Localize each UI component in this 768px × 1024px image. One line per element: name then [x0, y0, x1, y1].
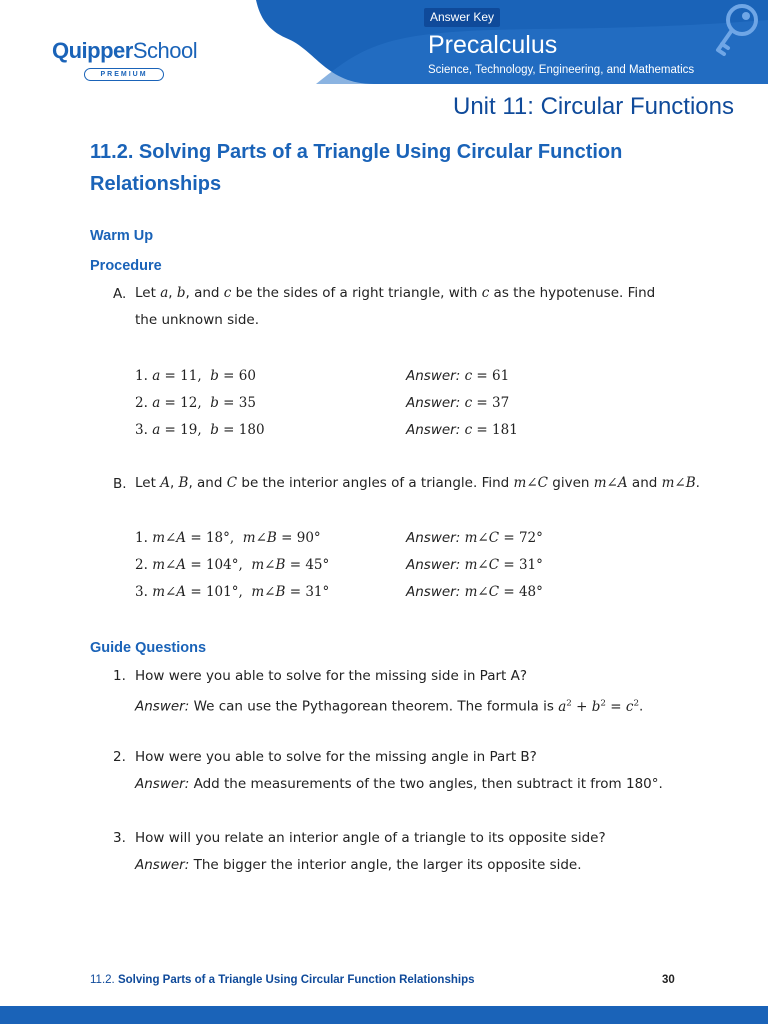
- answer-value: 61: [492, 368, 510, 384]
- value-b: 180: [238, 422, 265, 438]
- footer-section-label: [90, 974, 475, 986]
- part-b-item-1: 1. m∠A = 18°, m∠B = 90°: [135, 530, 321, 546]
- answer-label: Answer:: [406, 584, 461, 600]
- item-number: 3.: [135, 584, 148, 600]
- part-b-item-2: 2. m∠A = 104°, m∠B = 45°: [135, 557, 330, 573]
- part-a-marker: A.: [113, 286, 127, 302]
- answer-label: Answer:: [406, 368, 461, 384]
- answer-text: The bigger the interior angle, the larger its opposite side.: [189, 857, 582, 873]
- item-number: 2.: [135, 557, 148, 573]
- question-2: How were you able to solve for the missing angle in Part B?: [135, 749, 537, 765]
- question-1-number: 1.: [113, 668, 126, 684]
- item-number: 3.: [135, 422, 148, 438]
- logo-brand: Quipper: [52, 38, 133, 63]
- var: m∠B: [661, 475, 696, 491]
- item-number: 1.: [135, 368, 148, 384]
- var: b: [176, 285, 186, 301]
- header-banner: [256, 0, 768, 84]
- value-a: 12: [180, 395, 198, 411]
- value-b: 90°: [296, 530, 321, 546]
- footer-bar: [0, 1006, 768, 1024]
- part-b-answer-3: Answer: m∠C = 48°: [406, 584, 543, 600]
- text: Let: [135, 475, 161, 491]
- var: m∠C: [513, 475, 548, 491]
- section-title: 11.2. Solving Parts of a Triangle Using Circular Function Relationships: [90, 141, 623, 195]
- logo-school: School: [132, 38, 198, 63]
- logo-wordmark: [52, 38, 197, 64]
- unit-title: Unit 11: Circular Functions: [453, 93, 734, 120]
- var: m∠A: [593, 475, 628, 491]
- warm-up-heading: Warm Up: [90, 228, 154, 244]
- part-a-item-2: 2. a = 12, b = 35: [135, 395, 256, 411]
- answer-label: Answer:: [406, 557, 461, 573]
- part-a-item-1: 1. a = 11, b = 60: [135, 368, 256, 384]
- part-a-answer-1: Answer: c = 61: [406, 368, 510, 384]
- answer-1: Answer: We can use the Pythagorean theorem. The formula is $a^2 + b^2 = c^2$.: [135, 698, 644, 715]
- procedure-heading: Procedure: [90, 258, 162, 274]
- value-a: 19: [180, 422, 198, 438]
- text: .: [695, 475, 700, 491]
- text: given: [547, 475, 594, 491]
- part-b-item-3: 3. m∠A = 101°, m∠B = 31°: [135, 584, 330, 600]
- item-number: 2.: [135, 395, 148, 411]
- part-a-answer-2: Answer: c = 37: [406, 395, 510, 411]
- part-a-answer-3: Answer: c = 181: [406, 422, 518, 438]
- question-1: How were you able to solve for the missing side in Part A?: [135, 668, 528, 684]
- value-b: 45°: [305, 557, 330, 573]
- subject-title: Precalculus: [428, 31, 558, 59]
- answer-label: Answer:: [406, 530, 461, 546]
- value-b: 31°: [305, 584, 330, 600]
- var: C: [226, 475, 238, 491]
- text: , and: [188, 475, 227, 491]
- item-number: 1.: [135, 530, 148, 546]
- answer-label: Answer:: [135, 857, 190, 873]
- footer-section-number: 11.2.: [90, 974, 115, 986]
- quipper-school-logo: [52, 38, 198, 78]
- answer-key-badge: Answer Key: [424, 8, 500, 27]
- answer-label: Answer:: [406, 422, 461, 438]
- text: , and: [185, 285, 224, 301]
- answer-label: Answer:: [135, 698, 190, 715]
- footer-section-name: Solving Parts of a Triangle Using Circular Function Relationships: [117, 974, 475, 986]
- question-2-number: 2.: [113, 749, 126, 765]
- answer-3: [135, 855, 582, 875]
- guide-questions-heading: Guide Questions: [90, 640, 207, 656]
- value-a: 101°: [205, 584, 239, 600]
- answer-value: 48°: [518, 584, 543, 600]
- answer-value: 31°: [518, 557, 543, 573]
- var: c: [223, 285, 232, 301]
- text: be the interior angles of a triangle. Find: [237, 475, 514, 491]
- answer-text: We can use the Pythagorean theorem. The formula is: [189, 698, 559, 715]
- value-a: 104°: [205, 557, 239, 573]
- var: B: [178, 475, 189, 491]
- text: ,: [168, 285, 177, 301]
- var: A: [160, 475, 170, 491]
- value-a: 11: [180, 368, 198, 384]
- answer-value: 37: [492, 395, 510, 411]
- part-b-marker: B.: [113, 476, 127, 492]
- answer-text: Add the measurements of the two angles, then subtract it from 180°.: [189, 776, 663, 792]
- answer-2: [135, 774, 663, 794]
- part-a-item-3: 3. a = 19, b = 180: [135, 422, 265, 438]
- var: a: [160, 285, 169, 301]
- part-b-answer-1: Answer: m∠C = 72°: [406, 530, 543, 546]
- subject-subtitle: Science, Technology, Engineering, and Mathematics: [428, 64, 695, 76]
- part-b-answer-2: Answer: m∠C = 31°: [406, 557, 543, 573]
- text: be the sides of a right triangle, with: [231, 285, 482, 301]
- value-a: 18°: [205, 530, 230, 546]
- part-a-instruction: [135, 280, 675, 334]
- answer-label: Answer:: [135, 776, 190, 792]
- value-b: 35: [238, 395, 256, 411]
- question-3: How will you relate an interior angle of a triangle to its opposite side?: [135, 830, 606, 846]
- text: and: [627, 475, 662, 491]
- answer-label: Answer:: [406, 395, 461, 411]
- text: as the hypotenuse. Find the unknown side.: [135, 285, 656, 328]
- value-b: 60: [238, 368, 256, 384]
- text: Let: [135, 285, 161, 301]
- part-b-instruction: [135, 470, 700, 497]
- key-icon: [714, 0, 762, 60]
- premium-badge: PREMIUM: [84, 68, 164, 81]
- page-number: 30: [662, 974, 675, 986]
- answer-value: 181: [492, 422, 518, 438]
- text: ,: [169, 475, 179, 491]
- answer-value: 72°: [518, 530, 543, 546]
- question-3-number: 3.: [113, 830, 126, 846]
- var: c: [481, 285, 490, 301]
- pythagorean-formula: $a^2 + b^2 = c^2$: [558, 698, 640, 715]
